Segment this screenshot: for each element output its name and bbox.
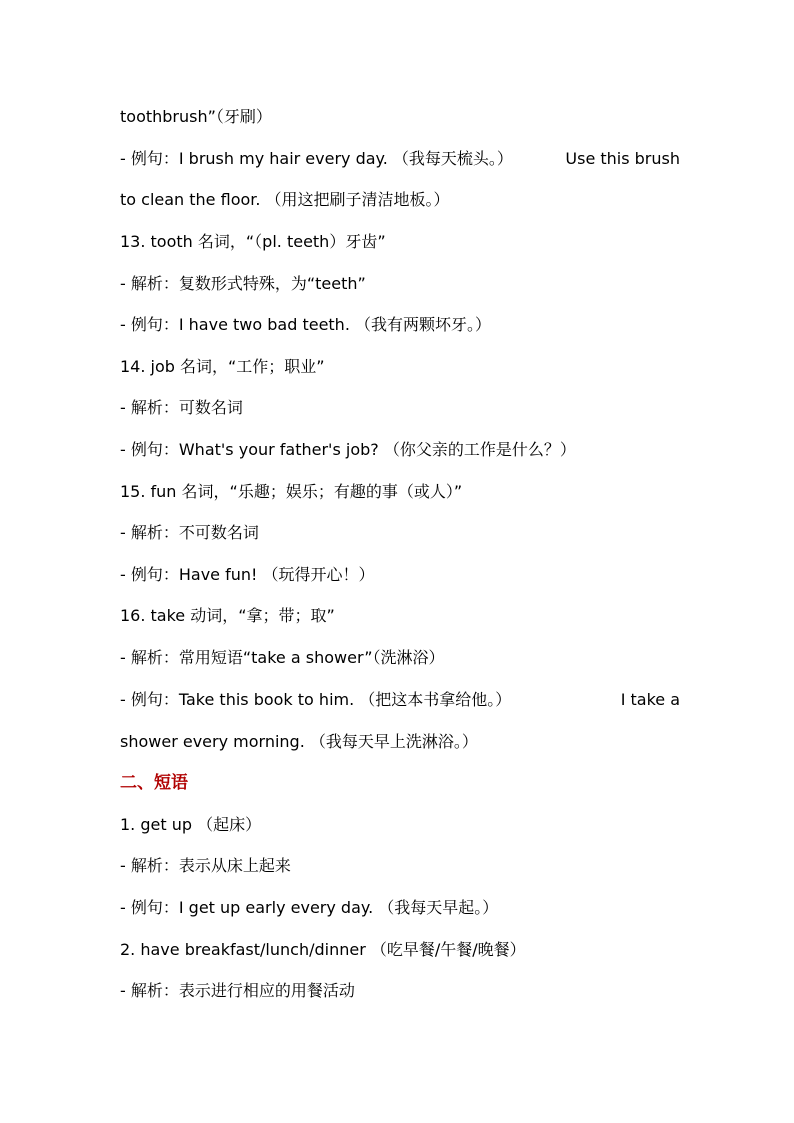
text-line: - 解析：可数名词: [120, 398, 243, 417]
text-segment: - 例句：Take this book to him. （把这本书拿给他。）: [120, 690, 512, 709]
text-line: - 例句：Have fun! （玩得开心！）: [120, 565, 375, 584]
entry-heading: 1. get up （起床）: [120, 815, 262, 834]
text-line: - 解析：表示从床上起来: [120, 856, 291, 875]
entry-heading: 13. tooth 名词，“（pl. teeth）牙齿”: [120, 232, 386, 251]
text-segment: I take a: [620, 690, 680, 709]
text-line: - 解析：表示进行相应的用餐活动: [120, 981, 355, 1000]
text-line: - 例句：I get up early every day. （我每天早起。）: [120, 898, 499, 917]
text-line: - 解析：不可数名词: [120, 523, 259, 542]
text-line: to clean the floor. （用这把刷子清洁地板。）: [120, 190, 450, 209]
text-line: shower every morning. （我每天早上洗淋浴。）: [120, 732, 478, 751]
text-segment: - 例句：I brush my hair every day. （我每天梳头。）: [120, 149, 513, 168]
text-line: toothbrush”（牙刷）: [120, 107, 272, 126]
text-line: - 解析：常用短语“take a shower”（洗淋浴）: [120, 648, 445, 667]
entry-heading: 15. fun 名词，“乐趣；娱乐；有趣的事（或人）”: [120, 482, 463, 501]
text-line: [120, 689, 680, 711]
text-line: - 例句：I have two bad teeth. （我有两颗坏牙。）: [120, 315, 491, 334]
section-heading: 二、短语: [120, 773, 188, 793]
entry-heading: 2. have breakfast/lunch/dinner （吃早餐/午餐/晚餐）: [120, 940, 526, 959]
text-line: - 解析：复数形式特殊，为“teeth”: [120, 274, 366, 293]
text-line: - 例句：What's your father's job? （你父亲的工作是什么？）: [120, 440, 576, 459]
entry-heading: 14. job 名词，“工作；职业”: [120, 357, 325, 376]
text-line: [120, 148, 680, 170]
text-segment: Use this brush: [565, 149, 680, 168]
entry-heading: 16. take 动词，“拿；带；取”: [120, 606, 335, 625]
